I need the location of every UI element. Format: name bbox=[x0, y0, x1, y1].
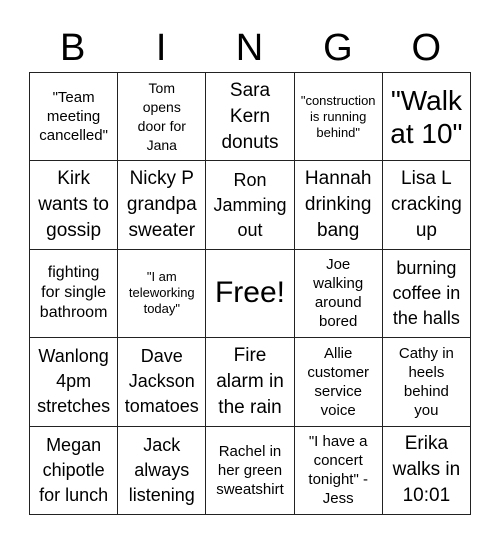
bingo-cell-5-1[interactable]: Megan chipotle for lunch bbox=[30, 427, 118, 515]
bingo-cell-5-2[interactable]: Jack always listening bbox=[118, 427, 206, 515]
bingo-cell-1-4[interactable]: "construction is running behind" bbox=[295, 73, 383, 161]
bingo-cell-5-4[interactable]: "I have a concert tonight" - Jess bbox=[295, 427, 383, 515]
bingo-cell-1-1[interactable]: "Team meeting cancelled" bbox=[30, 73, 118, 161]
header-letter-b: B bbox=[60, 27, 87, 69]
bingo-cell-3-2[interactable]: "I am teleworking today" bbox=[118, 250, 206, 338]
bingo-cell-5-3[interactable]: Rachel in her green sweatshirt bbox=[206, 427, 294, 515]
bingo-cell-2-4[interactable]: Hannah drinking bang bbox=[295, 161, 383, 249]
header-letter-o: O bbox=[411, 27, 443, 69]
bingo-cell-5-5[interactable]: Erika walks in 10:01 bbox=[383, 427, 471, 515]
bingo-cell-1-2[interactable]: Tom opens door for Jana bbox=[118, 73, 206, 161]
bingo-cell-3-1[interactable]: fighting for single bathroom bbox=[30, 250, 118, 338]
bingo-cell-2-3[interactable]: Ron Jamming out bbox=[206, 161, 294, 249]
header-letter-g: G bbox=[323, 27, 354, 69]
bingo-cell-2-1[interactable]: Kirk wants to gossip bbox=[30, 161, 118, 249]
bingo-cell-4-4[interactable]: Allie customer service voice bbox=[295, 338, 383, 426]
bingo-cell-2-2[interactable]: Nicky P grandpa sweater bbox=[118, 161, 206, 249]
bingo-cell-1-5[interactable]: "Walk at 10" bbox=[383, 73, 471, 161]
bingo-header bbox=[29, 24, 471, 72]
bingo-cell-3-5[interactable]: burning coffee in the halls bbox=[383, 250, 471, 338]
bingo-cell-free[interactable]: Free! bbox=[206, 250, 294, 338]
bingo-board bbox=[29, 72, 471, 515]
bingo-cell-4-3[interactable]: Fire alarm in the rain bbox=[206, 338, 294, 426]
bingo-cell-2-5[interactable]: Lisa L cracking up bbox=[383, 161, 471, 249]
bingo-cell-4-1[interactable]: Wanlong 4pm stretches bbox=[30, 338, 118, 426]
header-letter-i: I bbox=[155, 27, 168, 69]
header-letter-n: N bbox=[235, 27, 265, 69]
bingo-cell-3-4[interactable]: Joe walking around bored bbox=[295, 250, 383, 338]
bingo-cell-1-3[interactable]: Sara Kern donuts bbox=[206, 73, 294, 161]
bingo-cell-4-5[interactable]: Cathy in heels behind you bbox=[383, 338, 471, 426]
bingo-cell-4-2[interactable]: Dave Jackson tomatoes bbox=[118, 338, 206, 426]
